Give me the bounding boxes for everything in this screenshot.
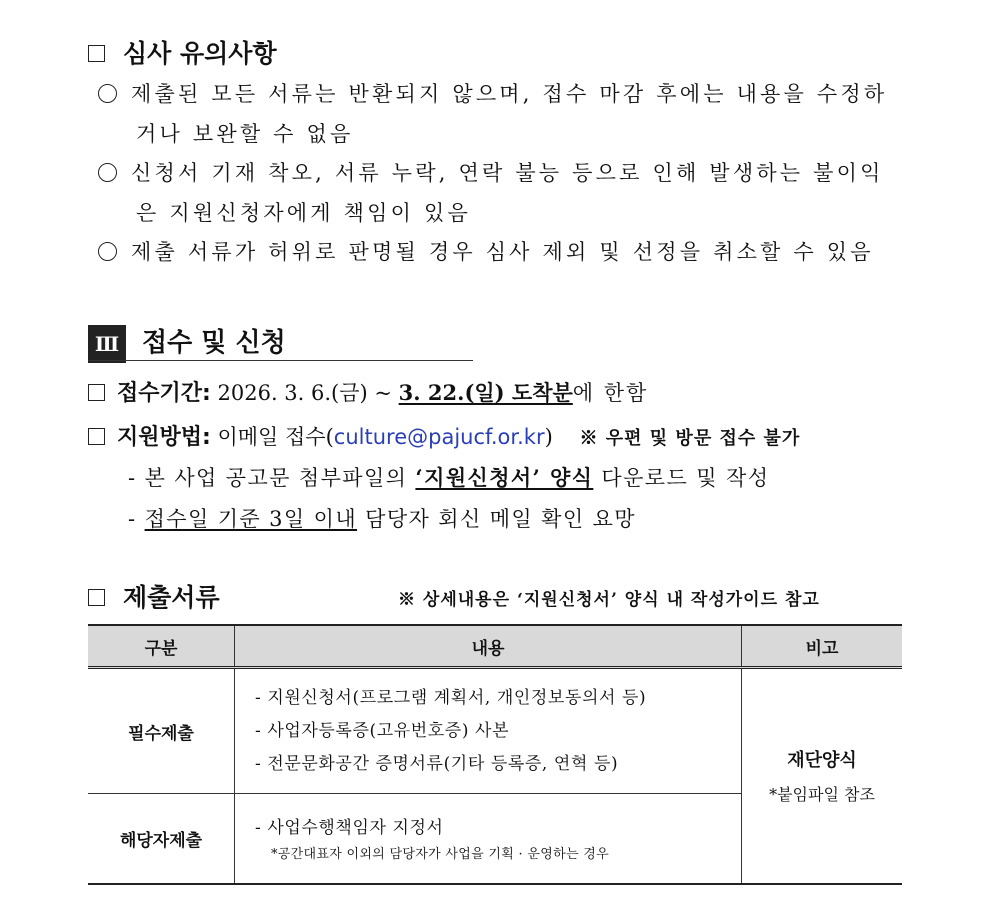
checkbox-square-icon <box>88 45 105 62</box>
conditional-subnote: *공간대표자 이외의 담당자가 사업을 기획 · 운영하는 경우 <box>271 846 609 862</box>
review-heading <box>88 34 277 70</box>
form-name: ‘지원신청서’ 양식 <box>415 465 594 490</box>
docs-heading <box>88 578 220 614</box>
header-category: 구분 <box>88 625 235 668</box>
email-link[interactable]: culture@pajucf.or.kr <box>333 425 545 449</box>
review-title: 심사 유의사항 <box>123 39 277 68</box>
required-items: - 지원신청서(프로그램 계획서, 개인정보동의서 등) - 사업자등록증(고유번호증) 사본 - 전문문화공간 증명서류(기타 등록증, 연혁 등) <box>235 668 742 794</box>
method-close: ) <box>544 425 553 449</box>
circle-bullet-icon <box>98 242 117 261</box>
period-suffix: 에 한함 <box>572 381 649 405</box>
method-note: ※ 우편 및 방문 접수 불가 <box>579 428 801 449</box>
period-start: 2026. 3. 6.(금) ~ <box>217 381 399 405</box>
remark-title: 재단양식 <box>787 750 857 772</box>
section-underline <box>88 360 473 361</box>
review-item-1: 제출된 모든 서류는 반환되지 않으며, 접수 마감 후에는 내용을 수정하 <box>98 78 887 108</box>
circle-bullet-icon <box>98 163 117 182</box>
docs-note: ※ 상세내용은 ‘지원신청서’ 양식 내 작성가이드 참고 <box>398 590 820 610</box>
header-remark: 비고 <box>742 625 903 668</box>
method-row <box>88 420 800 451</box>
checkbox-square-icon <box>88 428 105 445</box>
method-sub-2: - 접수일 기준 3일 이내 담당자 회신 메일 확인 요망 <box>128 507 636 531</box>
section-number-badge: Ⅲ <box>88 325 126 363</box>
docs-title: 제출서류 <box>123 583 220 612</box>
method-label: 지원방법: <box>117 425 211 450</box>
conditional-items: - 사업수행책임자 지정서 *공간대표자 이외의 담당자가 사업을 기획 · 운영하는 경우 <box>235 794 742 884</box>
row-label-required: 필수제출 <box>88 668 235 794</box>
section-title: 접수 및 신청 <box>142 328 286 358</box>
period-label: 접수기간: <box>117 381 211 406</box>
table-row <box>88 668 902 794</box>
review-item-2-cont: 은 지원신청자에게 책임이 있음 <box>136 201 471 225</box>
documents-table <box>88 624 902 885</box>
method-text: 이메일 접수( <box>210 425 334 449</box>
deadline-emph: 접수일 기준 3일 이내 <box>144 507 358 531</box>
review-item-1-cont: 거나 보완할 수 없음 <box>136 122 354 146</box>
checkbox-square-icon <box>88 384 105 401</box>
remark-cell <box>742 668 903 884</box>
circle-bullet-icon <box>98 84 117 103</box>
period-row <box>88 376 648 407</box>
row-label-conditional: 해당자제출 <box>88 794 235 884</box>
method-sub-1: - 본 사업 공고문 첨부파일의 ‘지원신청서’ 양식 다운로드 및 작성 <box>128 465 770 490</box>
section-heading <box>88 322 286 363</box>
table-header-row <box>88 625 902 668</box>
header-content: 내용 <box>235 625 742 668</box>
remark-note: *붙임파일 참조 <box>769 785 875 805</box>
period-end: 3. 22.(일) 도착분 <box>398 380 573 405</box>
review-item-2: 신청서 기재 착오, 서류 누락, 연락 불능 등으로 인해 발생하는 불이익 <box>98 157 884 187</box>
review-item-3: 제출 서류가 허위로 판명될 경우 심사 제외 및 선정을 취소할 수 있음 <box>98 236 874 266</box>
checkbox-square-icon <box>88 589 105 606</box>
